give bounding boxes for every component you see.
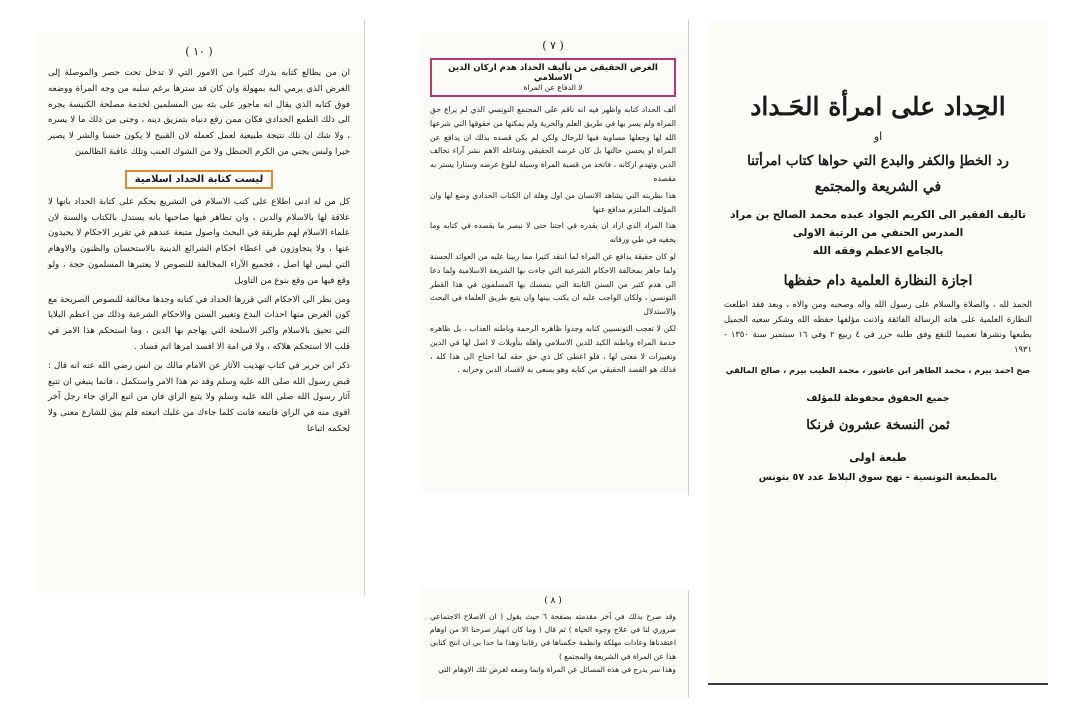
paragraph: هذا المراد الذي اراد ان يقدره في اجتنا حتى لا نبصر ما يقصده في كتابه وما يخفيه في طي ورقاته bbox=[430, 221, 676, 245]
left-book-page bbox=[36, 33, 364, 593]
paragraph: وقد صرح بذلك في آخر مقدمته بصفحة ٦ حيث يقول ( ان الاصلاح الاجتماعي ضروري لنا في علاج وجوه الحياة ) ثم قال ( وما كان انهيار صرحنا الا من اوهام اعتقدناها وعادات مهلكة وانظمة حكمناها في رقابنا وهذا ما حدا بي ان انتج كتابي هذا عن المراة في الشريعة والمجتمع ) bbox=[430, 612, 676, 661]
page-number: ( ٧ ) bbox=[542, 39, 564, 52]
cover-bottom-edge bbox=[708, 683, 1048, 685]
cover-page bbox=[708, 20, 1048, 685]
boxed-section-heading: ليست كتابة الحداد اسلامية bbox=[125, 170, 273, 189]
price-notice: ثمن النسخة عشرون فرنكا bbox=[806, 418, 950, 433]
paragraph: لو كان حقيقة يدافع عن المراة لما انتقد كثيرا مما ربينا عليه من العوائد الحسنة ولما جاهر بمخالفة الاحكام الشرعية التي جاءت بها الشريعة الاسلامية ولما دعا الى هدم كثير من السنن الثابتة التي يتمسك بها المسلمون في هذا القطر التونسي ، ولكان الواجب عليه ان يكتب بينها وان يتبع طريق العلماء في البحث والاستدلال bbox=[430, 251, 676, 317]
approval-heading: اجازة النظارة العلمية دام حفظها bbox=[783, 273, 973, 289]
page-edge-line bbox=[688, 590, 689, 698]
paragraph: ان من يطالع كتابه يدرك كثيرا من الامور التي لا تدخل تحت حصر والموصلة إلى الغرض الذي يرمي اليه بمهولة وان كان قد سترها برغم سلبه من وجه المراة ووضعه فوق كتابه الذي يقال انه ماجور على بثه بين المسلمين لخدمة مصلحة الكنيسة يجره الى ذلك الطمع الحدادي فكان ممن رقع دنياه بتمزيق دينه ، وجنى من ذلك ما لا يسره ، ولا شك ان تلك نتيجة طبيعية لعمل كعمله لان القبيح لا يكون حسنا والشر لا يصير خيرا ولبس يجني من الكرم الحنظل ولا من الشوك العنب وتلك عاقبة الظالمين bbox=[48, 68, 350, 157]
page-number: ( ٨ ) bbox=[544, 596, 562, 606]
author-title: المدرس الحنفي من الرتبة الاولى bbox=[792, 227, 964, 239]
copyright-notice: جميع الحقوق محفوظة للمؤلف bbox=[806, 393, 950, 404]
boxed-subheading-text: لا الدفاع عن المراة bbox=[523, 83, 583, 92]
paragraph: هذا نظريته التي يشاهد الانسان من اول وهلة ان الكتاب الحدادي وضع لها وان المؤلف الملتزم مدافع عنها bbox=[430, 190, 676, 214]
signatories: صح احمد بيرم ، محمد الطاهر ابن عاشور ، محمد الطيب بيرم ، صالح المالقي bbox=[725, 365, 1031, 375]
author-affiliation: بالجامع الاعظم وفقه الله bbox=[812, 245, 944, 257]
author-line: تاليف الفقير الى الكريم الجواد عبده محمد الصالح بن مراد bbox=[730, 209, 1026, 221]
book-subtitle-2: في الشريعة والمجتمع bbox=[814, 179, 942, 195]
paragraph: وهذا سر يدرج في هذه المسائل عن المراة وانما وضعه لغرض تلك الاوهام التي bbox=[438, 664, 676, 674]
book-title: الحِداد على امرأة الحَـداد bbox=[750, 92, 1006, 121]
page-edge-line bbox=[364, 20, 365, 595]
paragraph: كل من له ادنى اطلاع على كتب الاسلام في التشريع يحكم على كتابة الحداد بانها لا علاقة لها بالاسلام والدين ، وان تظاهر فيها صاحبها بانه يستدل بالكتاب والسنة لان علماء الاسلام لهم طريقة في البحث واصول متبعة عندهم في تقرير الاحكام لا يحيدون عنها ، ولا يتجاوزون في اعطاء احكام الشرائع الدينية بالاستحسان والظنون والاوهام التي ليس لها اصل ، فجميع الآراء المخالفة للنصوص لا يعتبرها المسلمون حجة ، ولو وقع فيها من وقع بنوع من التاويل bbox=[48, 196, 350, 286]
boxed-section-heading bbox=[430, 58, 676, 97]
paragraph: ذكر ابن جرير في كتاب تهذيب الآثار عن الامام مالك بن انس رضي الله عنه انه قال : قبض رسول الله صلى الله عليه وسلم وقد تم هذا الامر واستكمل ، فانما ينبغي ان تتبع آثار رسول الله صلى الله عليه وسلم ولا يتبع الراي فان من اتبع الراي جاء رجل آخر اقوى منه في الراي فاتبعه فانت كلما جاءك من غلبك اتبعته فلم يبق للشارع معنى ولا لحكمه اتباعا bbox=[48, 360, 350, 434]
edition-label: طبعة اولى bbox=[849, 451, 907, 464]
page-number: ( ١٠ ) bbox=[185, 45, 213, 58]
bottom-book-page bbox=[420, 590, 688, 698]
paragraph: ومن نظر الى الاحكام التي قررها الحداد في كتابه وجدها مخالفة للنصوص الصريحة مع كون الغرض منها احداث البدع وتغيير السنن والاحكام الشرعية وذلك من اعظم البلايا التي تحيق بالاسلام واكبر الاسلحة التي يهاجم بها الدين ، وما استحكم هذا الامر في قلب الا استحكم هلاكه ، ولا في امة الا افسد امرها اتم فساد . bbox=[48, 294, 350, 352]
approval-text: الحمد لله ، والصلاة والسلام على رسول الله واله وصحبه ومن والاه ، وبعد فقد اطلعت النظارة العلمية على هاته الرسالة الفائقة واذنت مؤلفها حفظه الله وشكر سعيه الجميل بطبعها ونشرها تعميما للنفع وفق طلبه حرر في ٤ ربيع ٢ وفي ١٦ سبتمبر سنة ١٣٥٠ - ١٩٣١ bbox=[724, 299, 1032, 354]
book-subtitle: رد الخطإ والكفر والبدع التي حواها كتاب امرأتنا bbox=[747, 153, 1009, 169]
title-conjunction: او bbox=[873, 130, 883, 143]
page-edge-line bbox=[688, 20, 689, 495]
printer-address: بالمطبعة التونسية - نهج سوق البلاط عدد ٥٧ بتونس bbox=[758, 472, 998, 483]
boxed-heading-text: الغرض الحقيقي من تأليف الحداد هدم اركان الدين الاسلامي bbox=[448, 63, 658, 83]
paragraph: ألف الحداد كتابه واظهر فيه انه ناقم على المجتمع التونسي الذي لم يراع حق المراة ولم يسر بها في طريق العلم والحرية ولم يمكنها من حقوقها التي شرعها الله لها وجعلها مساوية فيها للرجال ولكن لم يكن قصده بذلك ان يدافع عن المراة او يحسن حالتها بل كان غرضه الحقيقي وشاغله الاهم نشر آراء تخالف الدين وتهدم اركانه ، فاتخذ من قضية المراة وسيلة لبلوغ غرضه وستارا يستر به مقصده bbox=[430, 105, 676, 183]
middle-book-page bbox=[420, 33, 688, 493]
paragraph: لكن لا تعجب التونسيين كتابه وجدوا ظاهره الرحمة وباطنه العذاب ، بل ظاهره خدمة المراة وباطنه الكيد للدين الاسلامي واهله بتأويلات لا اصل لها في الدين وتغييرات لا معنى لها ، فلو اعطى كل ذي حق حقه لما احتاج الى هذا كله ، فذلك هو القصد الحقيقي من كتابه وهو يسعى به لافساد الدين وخرابه . bbox=[430, 323, 676, 375]
